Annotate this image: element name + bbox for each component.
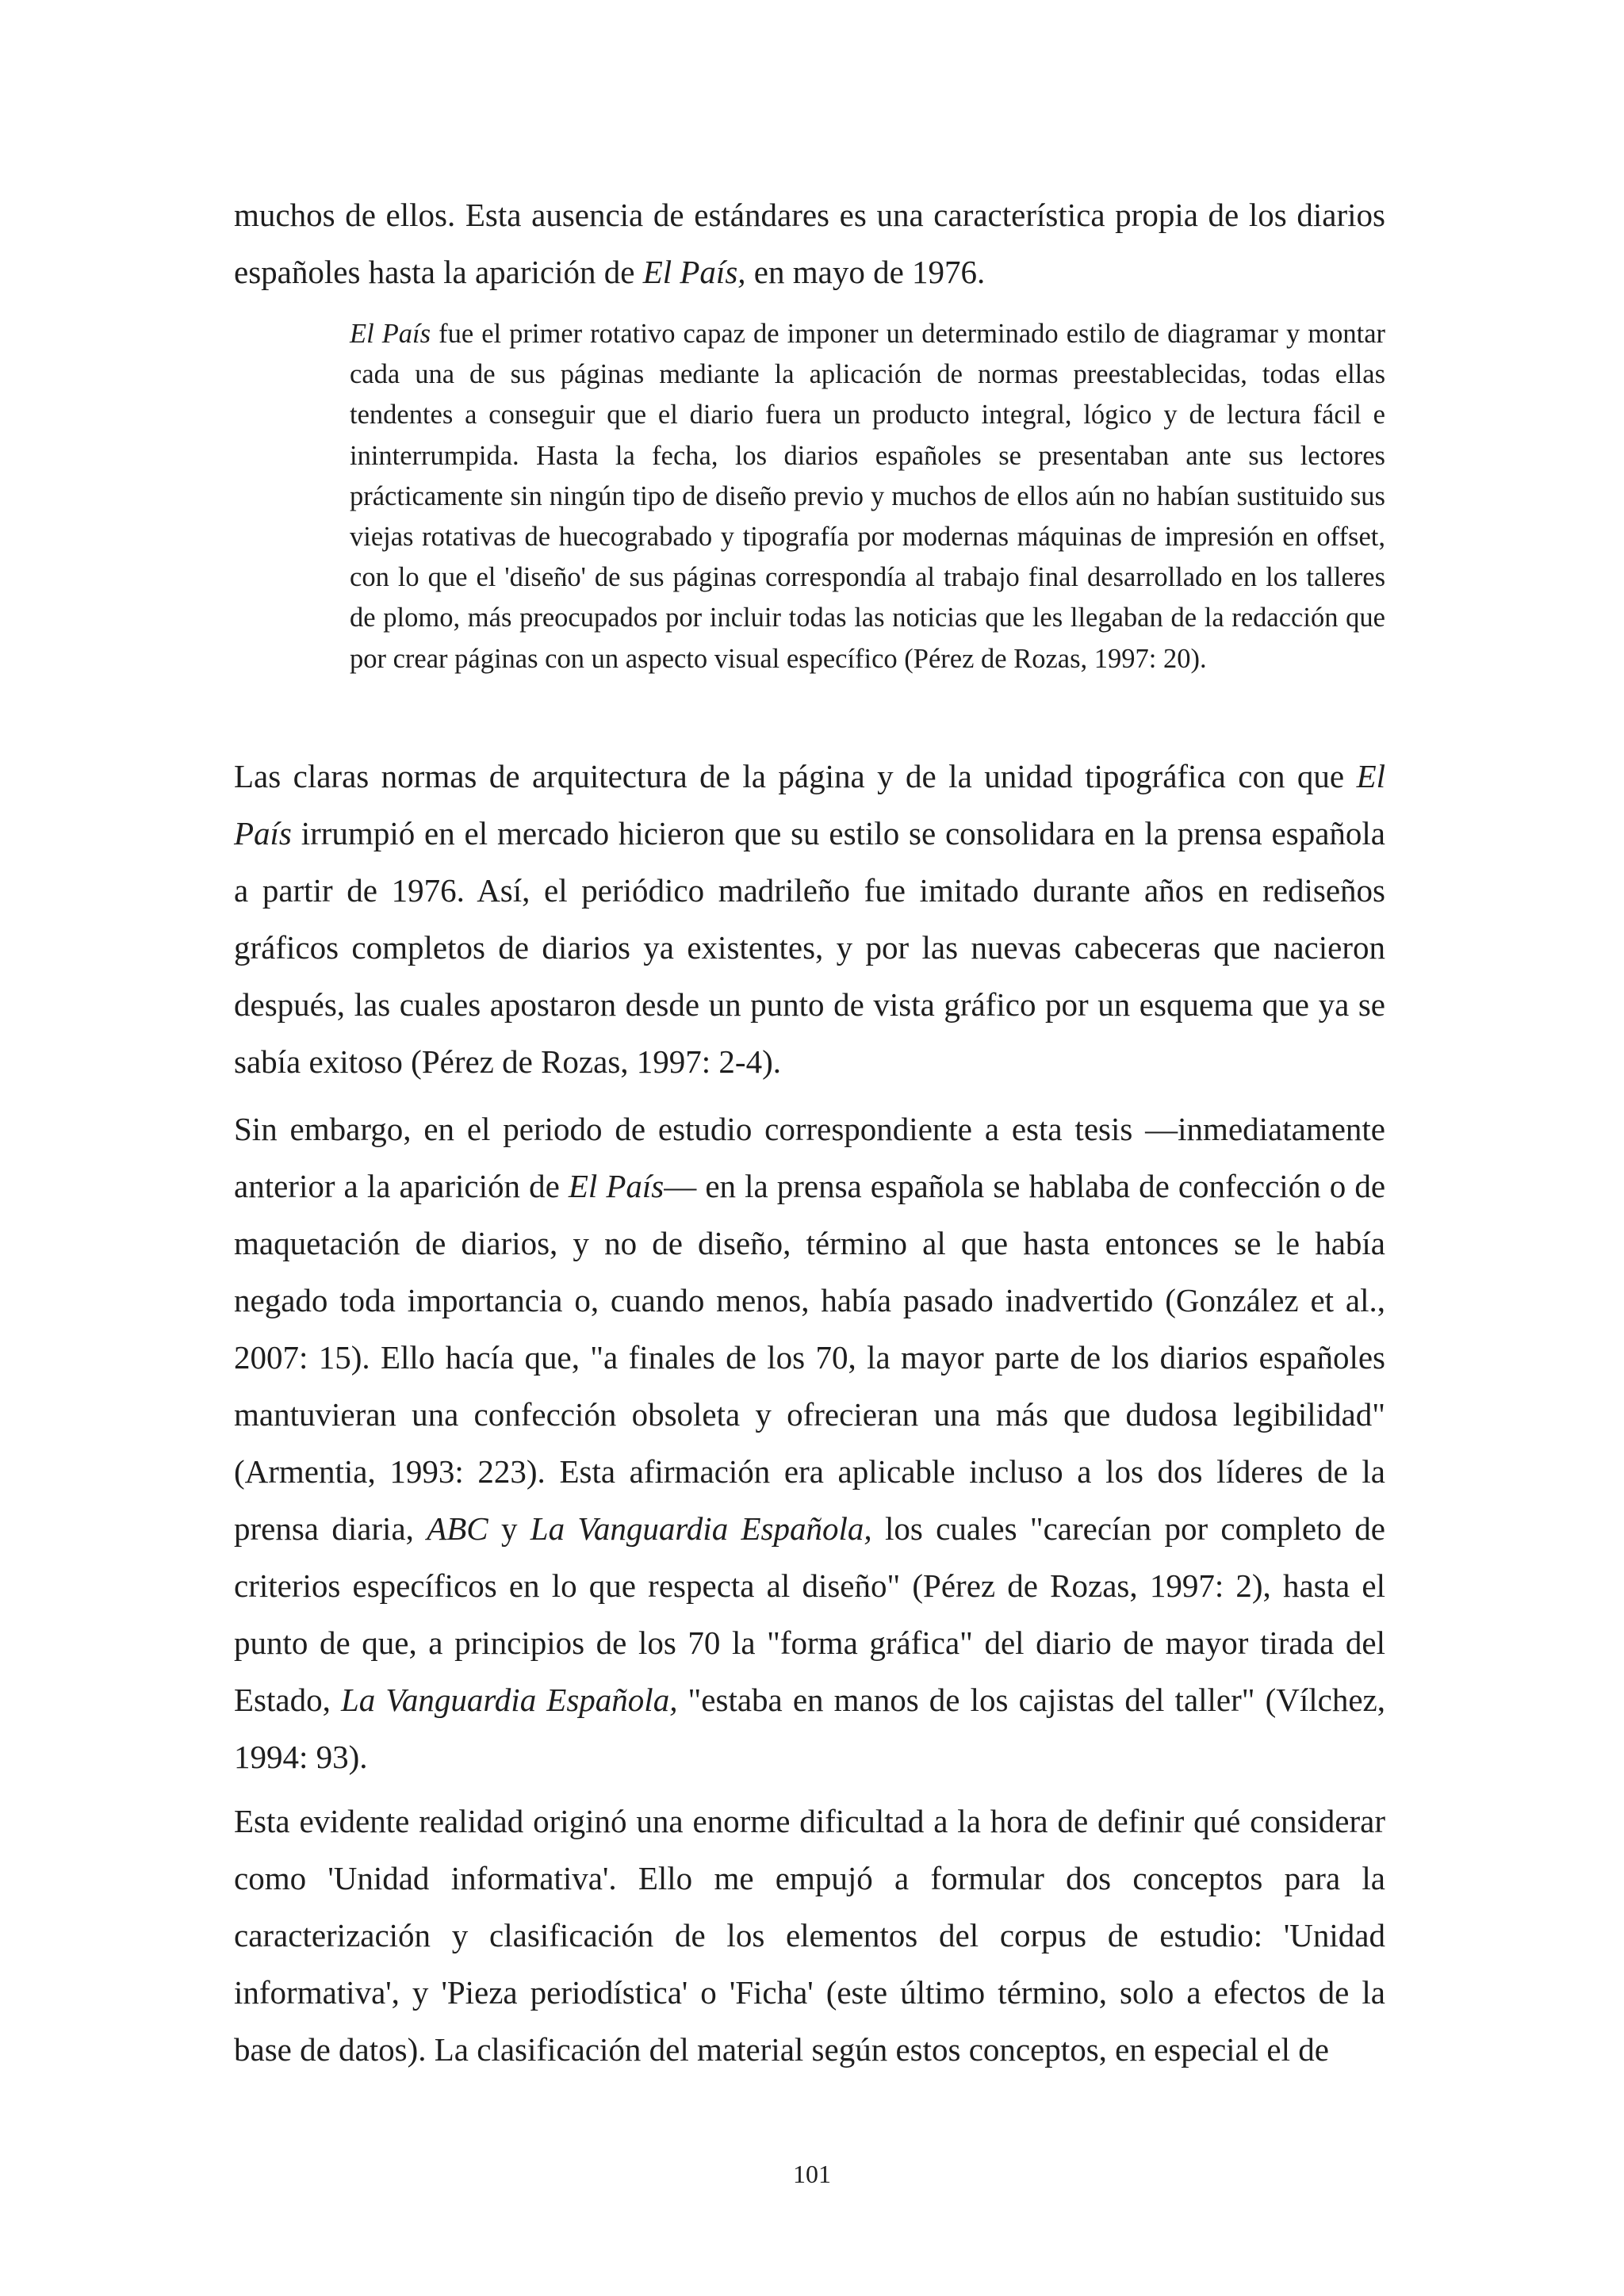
paragraph-3-italic-la-vanguardia-1: La Vanguardia Española, (530, 1510, 872, 1547)
paragraph-1-text-b: en mayo de 1976. (745, 254, 986, 290)
paragraph-3 (234, 1100, 1385, 1785)
paragraph-3-italic-abc: ABC (427, 1510, 488, 1547)
paragraph-3-text-e: "estaba en manos de los cajistas del taller" (Vílchez, 1994: 93). (234, 1682, 1386, 1775)
paragraph-1-italic-el-pais: El País, (642, 254, 746, 290)
paragraph-3-text-a: Sin embargo, en el periodo de estudio correspondiente a esta tesis —inmediatamente anterior a la aparición de (234, 1111, 1385, 1204)
paragraph-3-italic-el-pais: El País (568, 1168, 665, 1204)
paragraph-3-text-d: los cuales "carecían por completo de criterios específicos en lo que respecta al diseño" (Pérez de Rozas, 1997: 2), hasta el punto de que, a principios de los 70 la "forma gráfica" del diario de mayor tirada del Estado, (234, 1510, 1385, 1718)
paragraph-3-text-c: y (488, 1510, 530, 1547)
paragraph-2-text-b: irrumpió en el mercado hicieron que su estilo se consolidara en la prensa española a partir de 1976. Así, el periódico madrileño fue imitado durante años en rediseños gráficos completos de diarios ya existentes, y por las nuevas cabeceras que nacieron después, las cuales apostaron desde un punto de vista gráfico por un esquema que ya se sabía exitoso (Pérez de Rozas, 1997: 2-4). (234, 815, 1385, 1080)
paragraph-4 (234, 1793, 1385, 2078)
paragraph-2-italic-el-pais: El País (234, 758, 1385, 851)
paragraph-3-text-b: — en la prensa española se hablaba de confección o de maquetación de diarios, y no de diseño, término al que hasta entonces se le había negado toda importancia o, cuando menos, había pasado inadvertido (González et al., 2007: 15). Ello hacía que, "a finales de los 70, la mayor parte de los diarios españoles mantuvieran una confección obsoleta y ofrecieran una más que dudosa legibilidad" (Armentia, 1993: 223). Esta afirmación era aplicable incluso a los dos líderes de la prensa diaria, (234, 1168, 1386, 1547)
paragraph-3-italic-la-vanguardia-2: La Vanguardia Española, (340, 1682, 678, 1718)
paragraph-4-text-a: Esta evidente realidad originó una enorme dificultad a la hora de definir qué considerar como 'Unidad informativa'. Ello me empujó a formular dos conceptos para la caracterización y clasificación de los elementos del corpus de estudio: 'Unidad informativa', y 'Pieza periodística' o 'Ficha' (este último término, solo a efectos de la base de datos). La clasificación del material según estos conceptos, en especial el de (234, 1803, 1385, 2068)
block-quote-text: fue el primer rotativo capaz de imponer un determinado estilo de diagramar y montar cada una de sus páginas mediante la aplicación de normas preestablecidas, todas ellas tendentes a conseguir que el diario fuera un producto integral, lógico y de lectura fácil e ininterrumpida. Hasta la fecha, los diarios españoles se presentaban ante sus lectores prácticamente sin ningún tipo de diseño previo y muchos de ellos aún no habían sustituido sus viejas rotativas de huecograbado y tipografía por modernas máquinas de impresión en offset, con lo que el 'diseño' de sus páginas correspondía al trabajo final desarrollado en los talleres de plomo, más preocupados por incluir todas las noticias que les llegaban de la redacción que por crear páginas con un aspecto visual específico (Pérez de Rozas, 1997: 20). (350, 319, 1385, 674)
block-quote (350, 314, 1385, 679)
paragraph-2 (234, 748, 1385, 1090)
paragraph-1 (234, 186, 1385, 300)
paragraph-1-text-a: muchos de ellos. Esta ausencia de estándares es una característica propia de los diarios españoles hasta la aparición de (234, 197, 1385, 290)
page-number: 101 (793, 2160, 831, 2188)
block-quote-italic-el-pais: El País (350, 319, 431, 349)
paragraph-2-text-a: Las claras normas de arquitectura de la página y de la unidad tipográfica con que (234, 758, 1357, 794)
